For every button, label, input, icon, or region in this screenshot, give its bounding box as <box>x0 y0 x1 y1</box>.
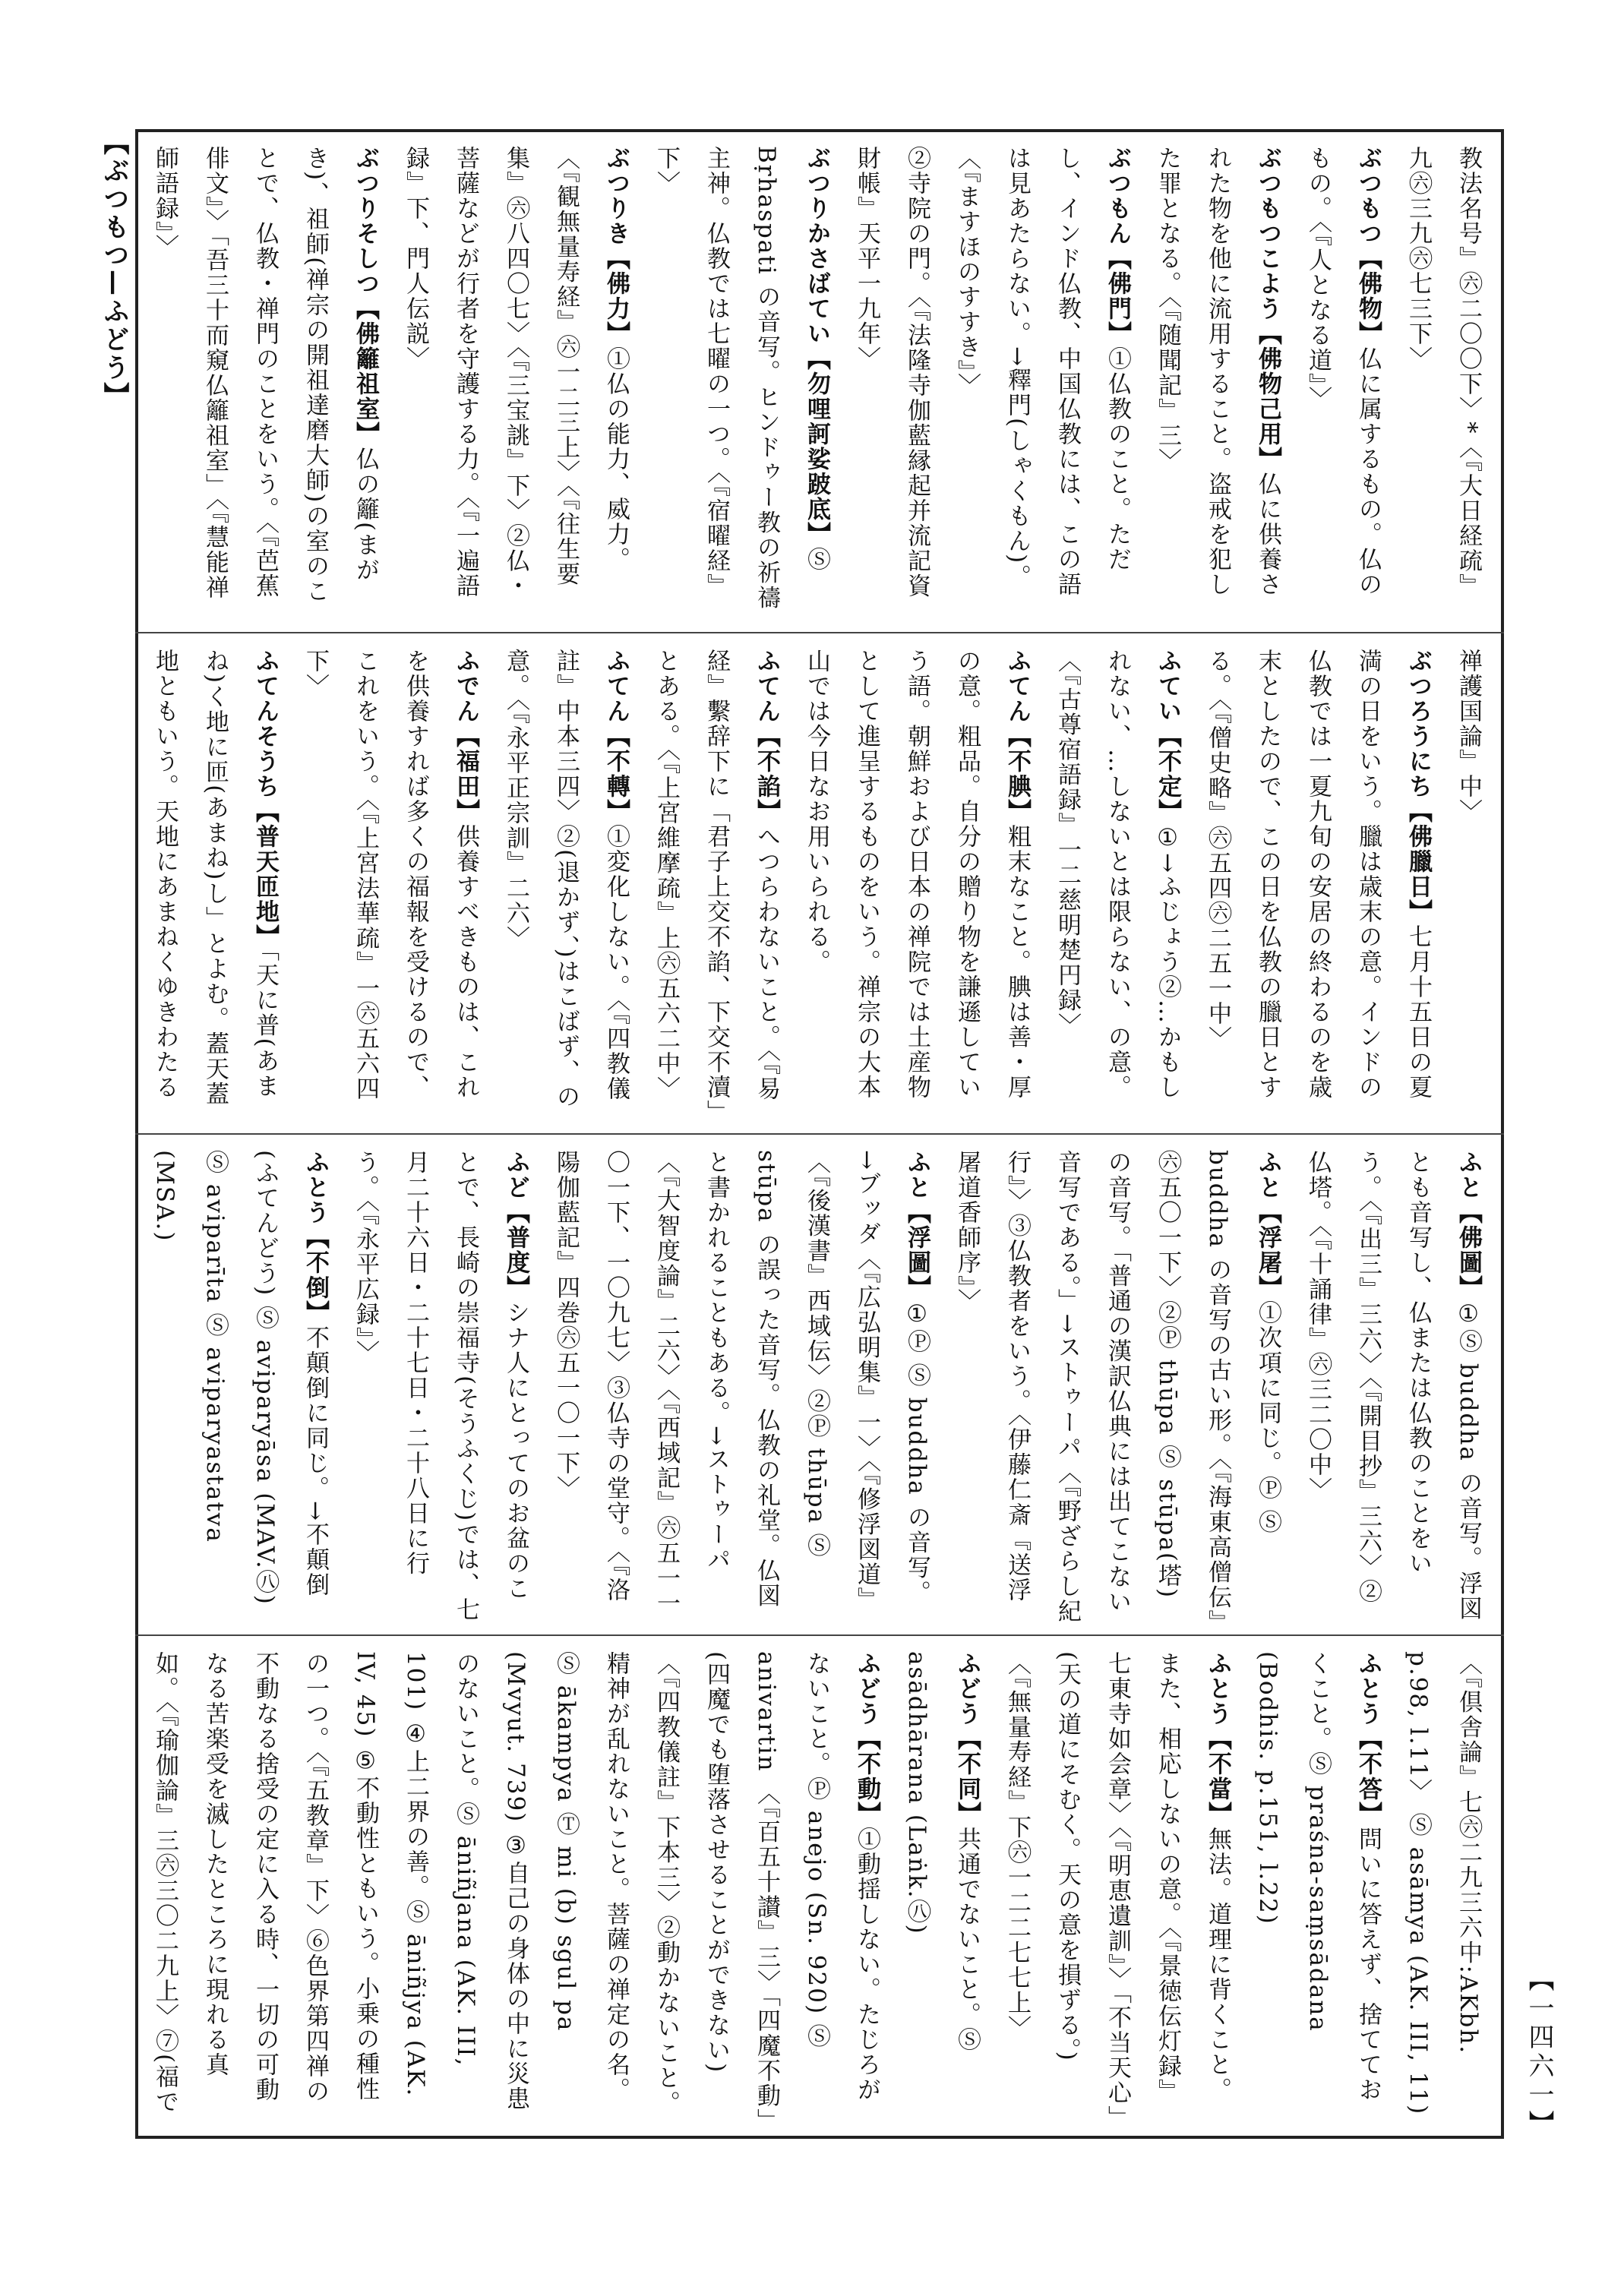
entry-headword: ぶつもつ【佛物】 <box>1354 146 1382 346</box>
dictionary-entry <box>541 1150 942 1624</box>
entry-definition: 無法。道理に背くこと。また、相応しないの意。〈『景徳伝灯録』七東寺如会章〉〈『明恵遺訓』〉「不当天心」(天の道にそむく。天の意を損ずる。)〈『無量寿経』下㊅一二二七七上〉 <box>1003 1651 1231 2119</box>
entry-definition: ①Ⓟ Ⓢ buddha の音写。→ブッダ〈『広弘明集』一〉〈『修浮図道』〈『後漢書』西域伝〉②Ⓟ thūpa Ⓢ stūpa の誤った音写。仏教の礼堂。仏図と書かれることもある。→ストゥーパ〈『大智度論』二六〉〈『西域記』㊅五一一〇一下、一〇九七〉③仏寺の堂守。〈『洛陽伽藍記』四巻㊅五一〇一下〉 <box>552 1150 930 1616</box>
tier-text <box>146 1150 1493 1624</box>
running-title: 【ぶつもつ—ふどう】 <box>99 129 129 410</box>
entry-headword: ふと【浮圖】 <box>903 1150 930 1300</box>
dictionary-entry <box>1042 649 1193 1123</box>
dictionary-entry <box>1393 1651 1493 2125</box>
entry-headword: ふてん【不諂】 <box>753 649 780 824</box>
entry-headword: ふと【佛圖】 <box>1455 1150 1482 1300</box>
entry-headword: ぶつりそしつ【佛籬祖室】 <box>352 146 379 447</box>
tier-1 <box>135 132 1504 627</box>
tier-2 <box>135 635 1504 1130</box>
tier-text <box>146 146 1493 620</box>
entry-headword: ふてい【不定】 <box>1154 649 1181 824</box>
dictionary-entry <box>146 146 390 620</box>
dictionary-entry <box>942 1150 1293 1624</box>
entry-definition: へつらわないこと。〈『易経』繫辞下に「君子上交不諂、下交不瀆」とある。〈『上宮維摩疏』上㊅五六二中〉 <box>652 649 780 1113</box>
entry-definition: 仏に属するもの。仏のもの。〈『人となる道』〉 <box>1304 146 1382 597</box>
dictionary-entry <box>1243 1651 1393 2125</box>
entry-headword: ぶつろうにち【佛臘日】 <box>1404 649 1432 924</box>
entry-headword: ふと【浮屠】 <box>1254 1150 1281 1300</box>
dictionary-entry <box>641 649 791 1123</box>
tier-text <box>146 649 1493 1123</box>
dictionary-entry <box>491 649 641 1123</box>
dictionary-entry <box>1443 649 1493 1123</box>
entry-definition: 仏の籬(まがき)、祖師(禅宗の開祖達磨大師)の室のことで、仏教・禅門のことをいう。〈『芭蕉俳文』〉「吾三十而窺仏籬祖室」〈『慧能禅師語録』〉 <box>151 146 379 605</box>
entry-definition: 七月十五日の夏満の日をいう。臘は歳末の意。インドの仏教では一夏九旬の安居の終わるのを歳末としたので、この日を仏教の臘日とする。〈『僧史略』㊅五四㊅二五一中〉 <box>1204 649 1432 1100</box>
entry-definition: 粗末なこと。腆は善・厚の意。粗品。自分の贈り物を謙遜していう語。朝鮮および日本の禅院では土産物として進呈するものをいう。禅宗の大本山では今日なお用いられる。 <box>803 649 1031 1100</box>
entry-definition: 供養すべきものは、これを供養すれば多くの福報を受けるので、これをいう。〈『上宮法華疏』一㊅五六四下〉 <box>302 649 479 1101</box>
dictionary-entry <box>146 1150 340 1624</box>
entry-definition: ①仏の能力、威力。〈『観無量寿経』㊅一二三上〉〈『往生要集』㊅八四〇七〉〈『三宝誂』下〉②仏・菩薩などが行者を守護する力。〈『一遍語録』下、門人伝説〉 <box>402 146 630 599</box>
entry-definition: ①次項に同じ。Ⓟ Ⓢ buddha の音写の古い形。〈『海東高僧伝』㊅五〇一下〉②Ⓟ thūpa Ⓢ stūpa(塔)の音写。「普通の漢訳仏典には出てこない音写である。」→ストゥーパ〈『野ざらし紀行』〉③仏教者をいう。〈伊藤仁斎『送浮屠道香師序』〉 <box>953 1150 1281 1624</box>
dictionary-entry <box>1393 146 1493 620</box>
entry-definition: 教法名号』㊅二〇〇下〉*〈『大日経疏』九㊅三九㊅七三下〉 <box>1404 146 1482 599</box>
entry-definition: ①仏教のこと。ただし、インド仏教、中国仏教には、この語は見あたらない。→釋門(しゃくもん)。〈『ますほのすすき』〉 <box>953 146 1131 597</box>
entry-definition: ①変化しない。〈『四教儀註』中本三四〉②(退かず、)はこばず、の意。〈『永平正宗訓』二六〉 <box>502 649 630 1110</box>
entry-definition: Ⓢ Bṛhaspati の音写。ヒンドゥー教の祈禱主神。仏教では七曜の一つ。〈『宿曜経』下〉 <box>652 146 830 611</box>
entry-headword: ふとう【不倒】 <box>302 1150 329 1325</box>
dictionary-entry <box>146 1651 892 2125</box>
entry-headword: ふど【普度】 <box>502 1150 529 1300</box>
entry-definition: 禅護国論』中〉 <box>1455 649 1482 824</box>
dictionary-entry <box>892 1651 992 2125</box>
entry-definition: 問いに答えず、捨てておくこと。Ⓢ praśna-saṃsādana (Bodhis. p.151, l.22) <box>1254 1651 1382 2102</box>
entry-definition: 共通でないこと。Ⓢ asādhārana (Laṅk.㊇) <box>903 1651 981 2052</box>
dictionary-entry <box>1193 649 1443 1123</box>
entry-definition: 〈『倶舎論』七㊅二九三六中:AKbh. p.98, l.11〉 Ⓢ asāmya (AK. III, 11) <box>1404 1651 1482 2116</box>
dictionary-entry <box>1293 1150 1493 1624</box>
dictionary-entry <box>842 146 942 620</box>
dictionary-entry <box>992 1651 1243 2125</box>
tier-divider <box>135 1133 1504 1135</box>
dictionary-entry <box>1142 146 1293 620</box>
entry-definition: シナ人にとってのお盆のことで、長崎の崇福寺(そうふくじ)では、七月二十六日・二十七日・二十八日に行う。〈『永平広録』〉 <box>352 1150 529 1623</box>
tier-text <box>146 1651 1493 2125</box>
entry-definition: 「天に普(あまね)く地に匝(あまね)し」とよむ。蓋天蓋地ともいう。天地にあまねくゆきわたる <box>151 649 279 1107</box>
entry-definition: 仏に供養された物を他に流用すること。盗戒を犯した罪となる。〈『随聞記』三〉 <box>1154 146 1281 597</box>
entry-headword: ぶつりかさばてい【勿哩訶娑跛底】 <box>803 146 830 547</box>
entry-headword: ふてん【不轉】 <box>602 649 630 824</box>
tier-4 <box>135 1638 1504 2133</box>
entry-headword: ふとう【不當】 <box>1204 1651 1231 1827</box>
entry-headword: ふでん【福田】 <box>452 649 479 824</box>
dictionary-entry <box>340 1150 541 1624</box>
entry-headword: ふてん【不腆】 <box>1003 649 1031 824</box>
dictionary-entry <box>290 649 491 1123</box>
entry-headword: ふてんそうち【普天匝地】 <box>251 649 279 949</box>
entry-definition: ①動揺しない。たじろがないこと。Ⓟ anejo (Sn. 920) Ⓢ anivartin 〈『百五十讃』三〉「四魔不動」(四魔でも堕落させることができない)〈『四教儀註』下本三〉②動かないこと。精神が乱れないこと。菩薩の禅定の名。Ⓢ ākampya Ⓣ mi (b) sgul pa (Mvyut. 739) ③自己の身体の中に災患のないこと。Ⓢ āniñjana (AK. III, 101) ④上二界の善。Ⓢ āniñjya (AK. IV, 45) ⑤不動性ともいう。小乗の種性の一つ。〈『五教章』下〉⑥色界第四禅の不動なる捨受の定に入る時、一切の可動なる苦楽受を滅したところに現れる真如。〈『瑜伽論』三㊅三〇二九上〉⑦(福で <box>151 1651 880 2122</box>
entry-headword: ぶつもつこよう【佛物己用】 <box>1254 146 1281 472</box>
dictionary-entry <box>146 649 290 1123</box>
entry-headword: ぶつもん【佛門】 <box>1104 146 1131 346</box>
entry-definition: ①→ふじょう②…かもしれない、…しないとは限らない、の意。〈『古尊宿語録』一二慈明楚円録〉 <box>1054 649 1181 1100</box>
entry-headword: ふどう【不同】 <box>953 1651 981 1827</box>
tier-3 <box>135 1136 1504 1631</box>
dictionary-entry <box>390 146 641 620</box>
dictionary-entry <box>1293 146 1393 620</box>
dictionary-entry <box>791 649 1042 1123</box>
entry-definition: 不顛倒に同じ。→不顛倒(ふてんどう) Ⓢ aviparyāsa (MAV.㊇) Ⓢ aviparīta Ⓢ aviparyastatva (MSA.) <box>151 1150 329 1606</box>
dictionary-entry <box>641 146 842 620</box>
entry-headword: ふどう【不動】 <box>853 1651 880 1827</box>
entry-headword: ふとう【不答】 <box>1354 1651 1382 1827</box>
entry-definition: ①Ⓢ buddha の音写。浮図とも音写し、仏または仏教のことをいう。〈『出三』三六〉〈『開目抄』三六〉②仏塔。〈『十誦律』㊅三二〇中〉 <box>1304 1150 1482 1622</box>
dictionary-entry <box>942 146 1142 620</box>
tier-divider <box>135 632 1504 633</box>
entry-headword: ぶつりき【佛力】 <box>602 146 630 346</box>
entry-definition: ②寺院の門。〈『法隆寺伽藍縁起并流記資財帳』天平一九年〉 <box>853 146 930 599</box>
tier-divider <box>135 1634 1504 1636</box>
page-number: 【一四六一】 <box>1524 1966 1554 2139</box>
